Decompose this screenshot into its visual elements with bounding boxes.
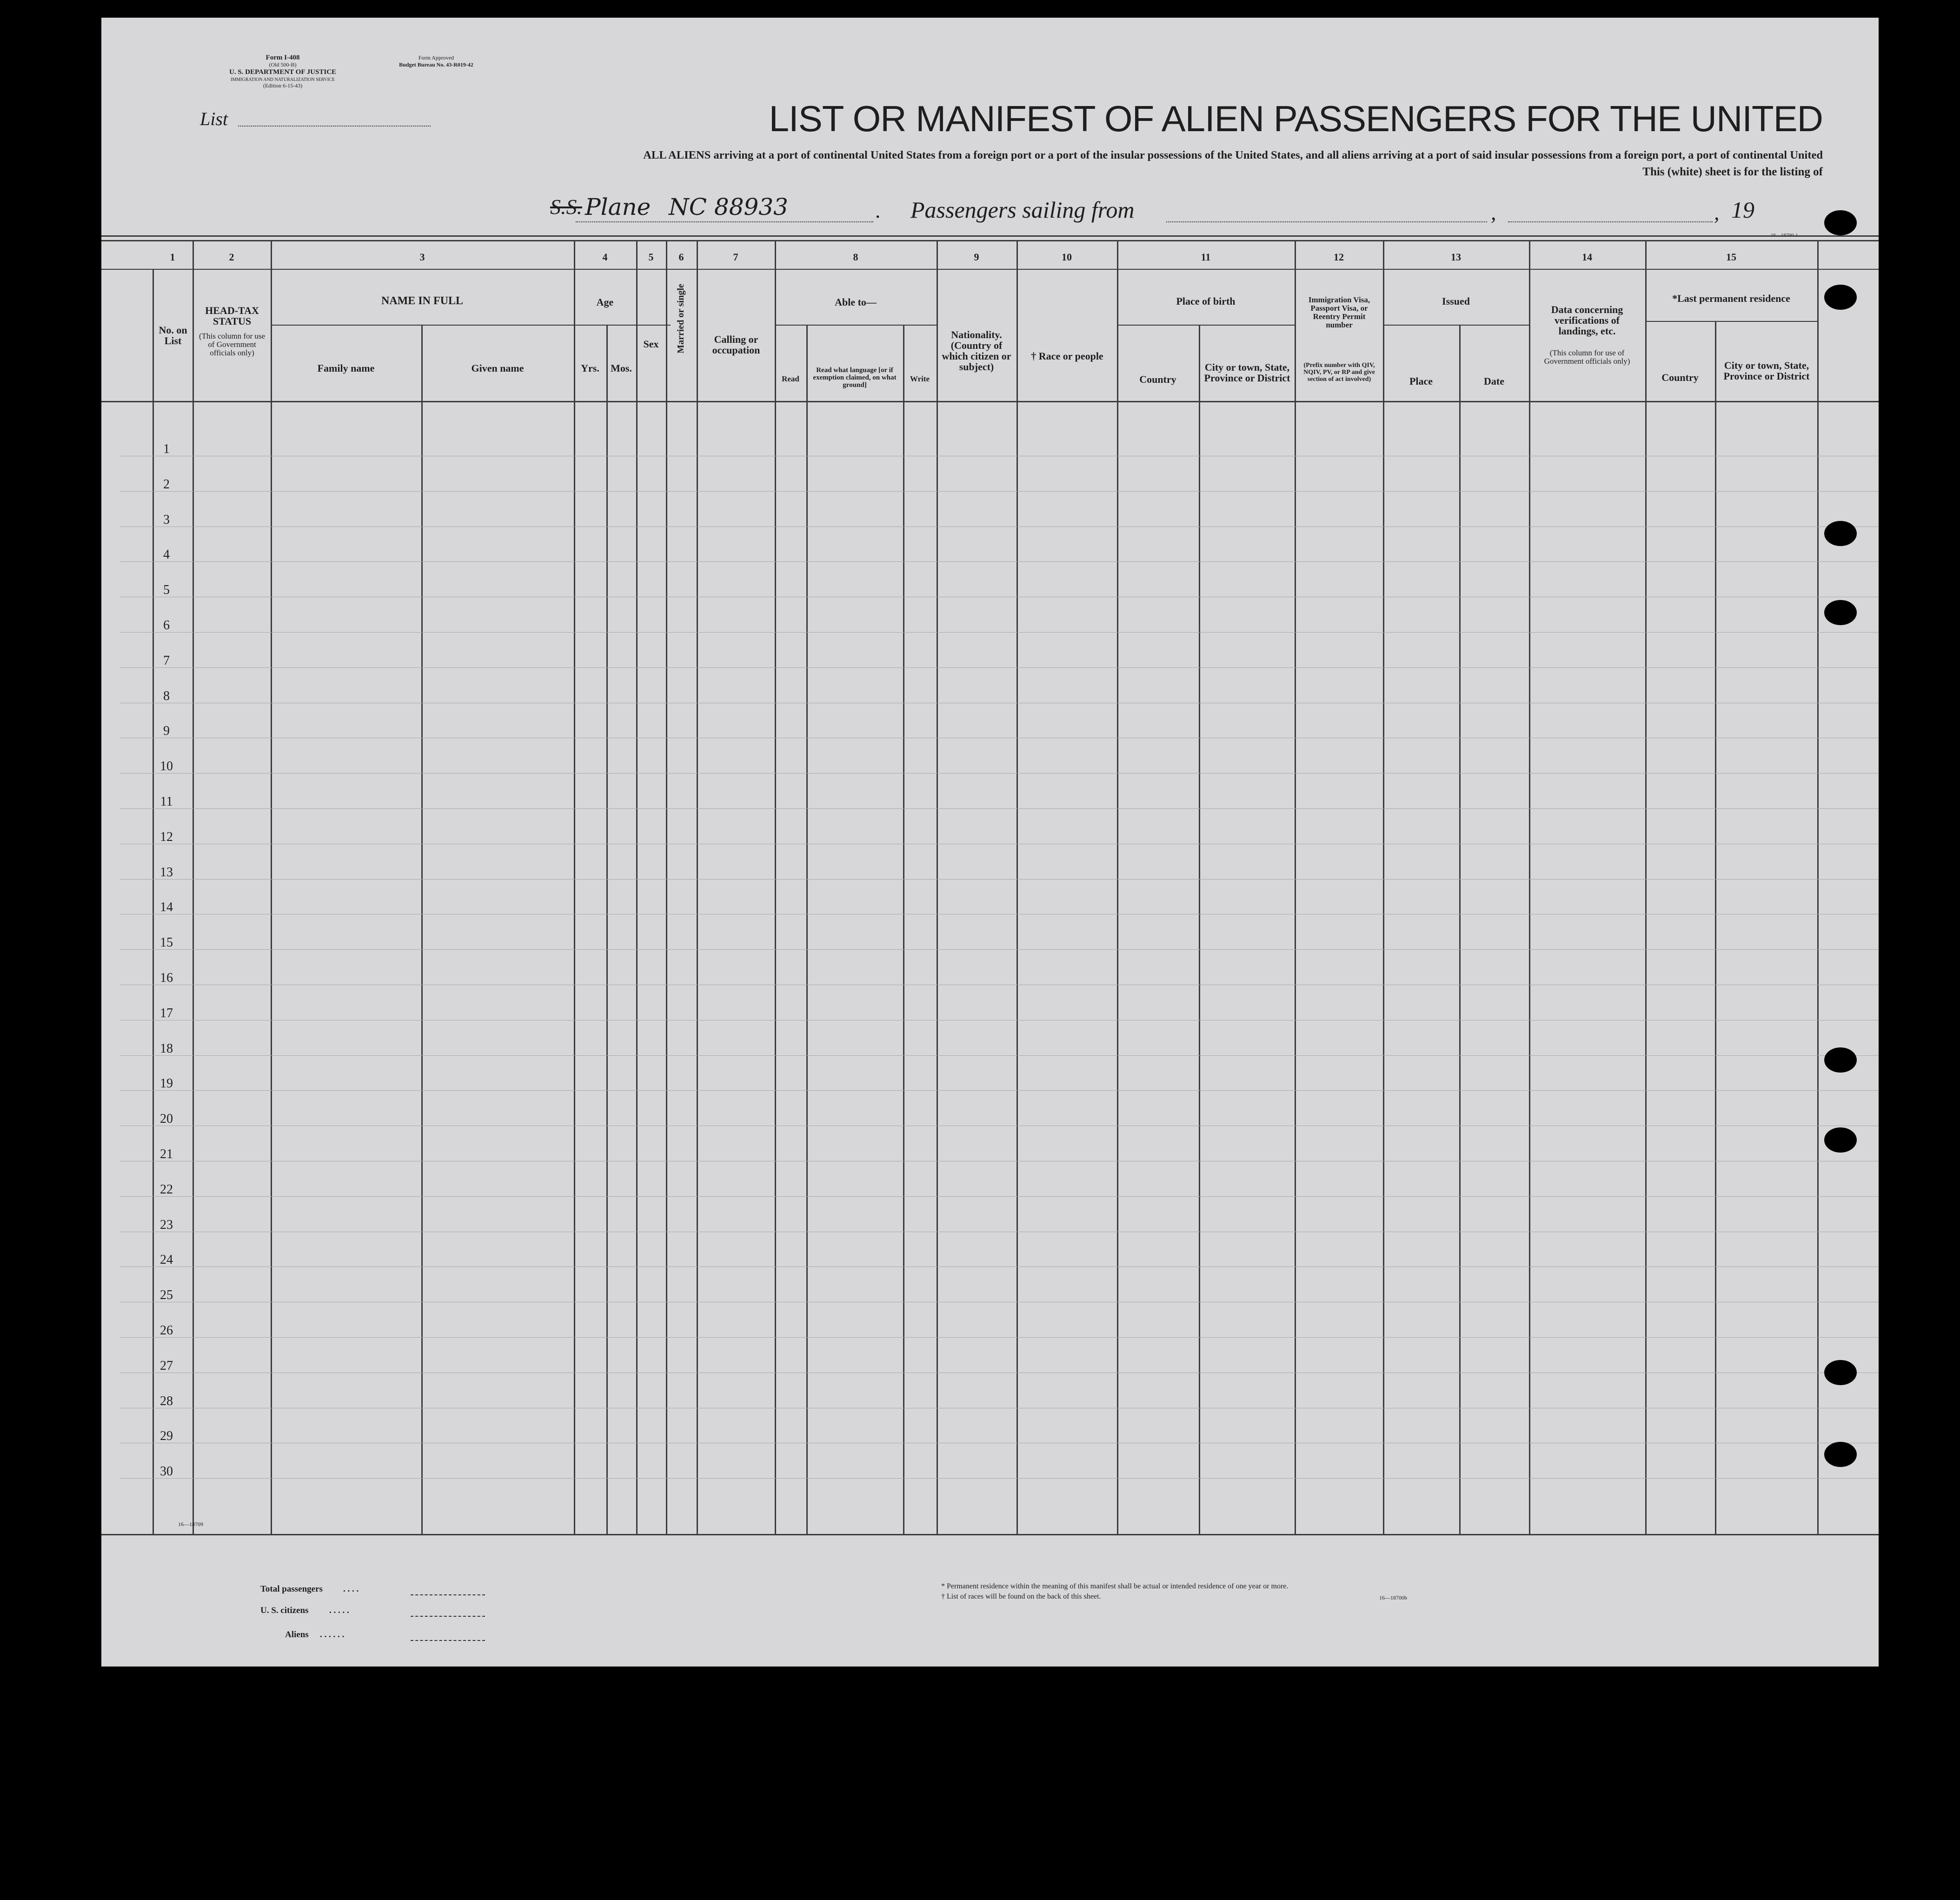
- col-line-7: [636, 240, 638, 1534]
- column-number-2: 2: [229, 251, 234, 263]
- manifest-title: LIST OR MANIFEST OF ALIEN PASSENGERS FOR THE UNITED: [769, 98, 1823, 139]
- manifest-sheet: [101, 18, 1879, 1667]
- binder-hole: [1824, 285, 1857, 310]
- row-number: 18: [160, 1041, 173, 1056]
- row-number: 6: [163, 618, 170, 633]
- table-top-line-2: [101, 240, 1879, 241]
- row-number: 20: [160, 1112, 173, 1126]
- footer-form-code: 16—18700b: [1379, 1594, 1407, 1601]
- header-data-note: (This column for use of Government officials only): [1544, 348, 1630, 366]
- column-number-12: 12: [1334, 251, 1344, 263]
- row-number: 8: [163, 689, 170, 703]
- table-row: [120, 808, 1879, 809]
- column-number-7: 7: [733, 251, 738, 263]
- table-row: [120, 1055, 1879, 1056]
- table-bottom-line: [101, 1534, 1879, 1535]
- row-number: 25: [160, 1288, 173, 1302]
- list-label: List: [200, 108, 228, 129]
- subhdr-name: [271, 325, 671, 326]
- column-number-4: 4: [602, 251, 608, 263]
- row-number: 13: [160, 865, 173, 880]
- ss-label: S.S.: [550, 195, 582, 219]
- sailing-from-label: Passengers sailing from: [910, 197, 1135, 223]
- subhdr-residence: [1645, 321, 1817, 322]
- vessel-type-handwritten: Plane: [585, 193, 651, 220]
- us-citizens-label: U. S. citizens: [260, 1606, 309, 1615]
- total-passengers-dots: . . . .: [343, 1584, 359, 1594]
- row-number: 12: [160, 830, 173, 844]
- list-number-field[interactable]: [238, 126, 431, 127]
- form-number: Form I-408: [266, 54, 300, 61]
- aliens-dots: . . . . . .: [320, 1630, 345, 1640]
- col-line-23: [1817, 240, 1819, 1534]
- header-age: Age: [596, 296, 614, 308]
- manifest-subtitle-line1: ALL ALIENS arriving at a port of continental United States from a foreign port or a port of the insular possessions of the United States, and all aliens arriving at a port of said insular possessions from a foreign port, a port of continental United: [643, 149, 1823, 161]
- header-place-of-birth: Place of birth: [1176, 295, 1236, 307]
- header-write: Write: [910, 374, 930, 383]
- header-issued-date: Date: [1484, 375, 1504, 387]
- row-number: 3: [163, 513, 170, 527]
- vessel-name-field[interactable]: [576, 221, 873, 222]
- header-head-tax-note: (This column for use of Government officials only): [199, 332, 266, 357]
- header-data-concerning: Data concerning verifications of landings, etc.: [1551, 304, 1623, 337]
- edition-date: (Edition 6-15-43): [263, 82, 303, 89]
- col-line-5: [574, 240, 575, 1534]
- row-number: 2: [163, 477, 170, 492]
- sailing-from-field[interactable]: [1166, 221, 1487, 222]
- column-number-15: 15: [1726, 251, 1736, 263]
- column-number-14: 14: [1582, 251, 1592, 263]
- col-line-22: [1715, 321, 1716, 1534]
- row-number: 30: [160, 1464, 173, 1479]
- row-number: 15: [160, 935, 173, 950]
- aircraft-registration: NC 88933: [669, 193, 788, 220]
- binder-hole: [1824, 521, 1857, 546]
- header-issued: Issued: [1442, 295, 1470, 307]
- row-number: 9: [163, 724, 170, 738]
- header-able-to: Able to—: [835, 296, 877, 308]
- header-issued-place: Place: [1409, 375, 1433, 387]
- col-line-20: [1529, 240, 1530, 1534]
- column-number-8: 8: [853, 251, 858, 263]
- table-row: [120, 1337, 1879, 1338]
- header-read: Read: [782, 374, 799, 383]
- col-line-2: [193, 240, 194, 1534]
- binder-hole: [1824, 600, 1857, 625]
- col-line-18: [1383, 240, 1384, 1534]
- row-number: 14: [160, 900, 173, 914]
- header-married-or-single: Married or single: [676, 284, 686, 353]
- col-line-4: [421, 325, 423, 1534]
- col-line-11: [806, 325, 808, 1534]
- row-number: 7: [163, 653, 170, 668]
- column-number-13: 13: [1451, 251, 1461, 263]
- header-visa-note: (Prefix number with QIV, NQIV, PV, or RP and give section of act involved): [1303, 362, 1375, 383]
- column-number-5: 5: [648, 251, 654, 263]
- header-birth-country: Country: [1139, 373, 1176, 385]
- col-line-13: [937, 240, 938, 1534]
- header-visa: Immigration Visa, Passport Visa, or Reentry Permit number: [1308, 295, 1370, 329]
- row-number: 11: [160, 794, 173, 809]
- us-citizens-dots: . . . . .: [329, 1606, 349, 1615]
- date-comma: ,: [1714, 200, 1720, 224]
- table-row: [120, 667, 1879, 668]
- table-row: [120, 1196, 1879, 1197]
- header-sex: Sex: [643, 338, 659, 350]
- col-line-16: [1199, 325, 1200, 1534]
- old-form-number: (Old 500-B): [269, 61, 297, 68]
- row-number: 10: [160, 759, 173, 773]
- col-line-21: [1645, 240, 1647, 1534]
- col-line-17: [1295, 240, 1296, 1534]
- row-number: 28: [160, 1394, 173, 1408]
- us-citizens-field[interactable]: [411, 1616, 485, 1617]
- col-line-12: [903, 325, 904, 1534]
- binder-hole: [1824, 210, 1857, 235]
- row-number: 4: [163, 547, 170, 562]
- form-approved: Form Approved: [418, 54, 454, 61]
- colnum-divider: [101, 269, 1879, 270]
- column-number-6: 6: [678, 251, 684, 263]
- header-given-name: Given name: [471, 362, 524, 374]
- binder-hole: [1824, 1442, 1857, 1467]
- row-number: 23: [160, 1218, 173, 1232]
- header-name-in-full: NAME IN FULL: [381, 295, 463, 307]
- table-row: [120, 1478, 1879, 1479]
- row-number: 22: [160, 1182, 173, 1197]
- vessel-line-period: .: [876, 199, 881, 222]
- column-number-11: 11: [1201, 251, 1211, 263]
- binder-hole: [1824, 1360, 1857, 1385]
- bottom-form-code: 16—18709: [178, 1521, 203, 1527]
- footnote-races: † List of races will be found on the back of this sheet.: [941, 1593, 1101, 1600]
- table-row: [120, 632, 1879, 633]
- table-top-line: [101, 235, 1879, 237]
- header-head-tax: HEAD-TAX STATUS: [205, 305, 259, 327]
- sailing-date-field[interactable]: [1508, 221, 1713, 222]
- col-line-15: [1117, 240, 1118, 1534]
- table-row: [120, 1090, 1879, 1091]
- row-number: 16: [160, 971, 173, 985]
- header-mos: Mos.: [611, 362, 632, 374]
- table-row: [120, 879, 1879, 880]
- column-number-9: 9: [974, 251, 979, 263]
- row-number: 27: [160, 1359, 173, 1373]
- col-line-8: [666, 240, 667, 1534]
- header-calling: Calling or occupation: [712, 333, 760, 356]
- department-name: U. S. DEPARTMENT OF JUSTICE: [229, 68, 337, 76]
- year-prefix: 19: [1731, 197, 1754, 223]
- column-number-10: 10: [1062, 251, 1072, 263]
- subhdr-issued: [1383, 325, 1529, 326]
- aliens-field[interactable]: [411, 1640, 485, 1641]
- col-line-3: [271, 240, 272, 1534]
- binder-hole: [1824, 1047, 1857, 1073]
- col-line-14: [1017, 240, 1018, 1534]
- header-family-name: Family name: [317, 362, 375, 374]
- header-birth-city: City or town, State, Province or District: [1204, 361, 1290, 384]
- row-number: 19: [160, 1076, 173, 1091]
- subhdr-birth: [1117, 325, 1295, 326]
- col-line-9: [697, 240, 698, 1534]
- header-yrs: Yrs.: [581, 362, 599, 374]
- header-no-on-list: No. on List: [159, 324, 187, 347]
- total-passengers-label: Total passengers: [260, 1584, 323, 1594]
- table-row: [120, 949, 1879, 950]
- row-number: 5: [163, 583, 170, 597]
- subhdr-able: [775, 325, 937, 326]
- col-line-19: [1459, 325, 1461, 1534]
- service-name: IMMIGRATION AND NATURALIZATION SERVICE: [231, 77, 335, 82]
- binder-hole: [1824, 1127, 1857, 1153]
- row-number: 24: [160, 1253, 173, 1267]
- header-last-residence: *Last permanent residence: [1672, 293, 1790, 304]
- row-number: 1: [163, 442, 170, 456]
- col-line-6: [606, 325, 608, 1534]
- table-row: [120, 561, 1879, 562]
- header-read-language: Read what language [or if exemption claimed, on what ground]: [813, 367, 897, 389]
- manifest-subtitle-line2: This (white) sheet is for the listing of: [1642, 166, 1823, 178]
- header-nationality: Nationality. (Country of which citizen or subject): [942, 329, 1011, 373]
- sailing-comma: ,: [1491, 200, 1496, 224]
- aliens-label: Aliens: [285, 1630, 309, 1640]
- row-number: 29: [160, 1429, 173, 1443]
- row-number: 26: [160, 1323, 173, 1338]
- header-race: † Race or people: [1031, 350, 1103, 362]
- row-number: 21: [160, 1147, 173, 1161]
- header-residence-country: Country: [1661, 372, 1699, 383]
- total-passengers-field[interactable]: [411, 1594, 485, 1595]
- table-row: [120, 491, 1879, 492]
- header-residence-city: City or town, State, Province or District: [1723, 360, 1810, 382]
- budget-bureau-number: Budget Bureau No. 43-R019-42: [399, 61, 473, 68]
- footnote-permanent-residence: * Permanent residence within the meaning of this manifest shall be actual or intended residence of one year or more.: [941, 1582, 1289, 1590]
- col-line-10: [775, 240, 776, 1534]
- column-number-1: 1: [170, 251, 175, 263]
- header-bottom-line: [101, 401, 1879, 402]
- column-number-3: 3: [419, 251, 425, 263]
- row-number: 17: [160, 1006, 173, 1020]
